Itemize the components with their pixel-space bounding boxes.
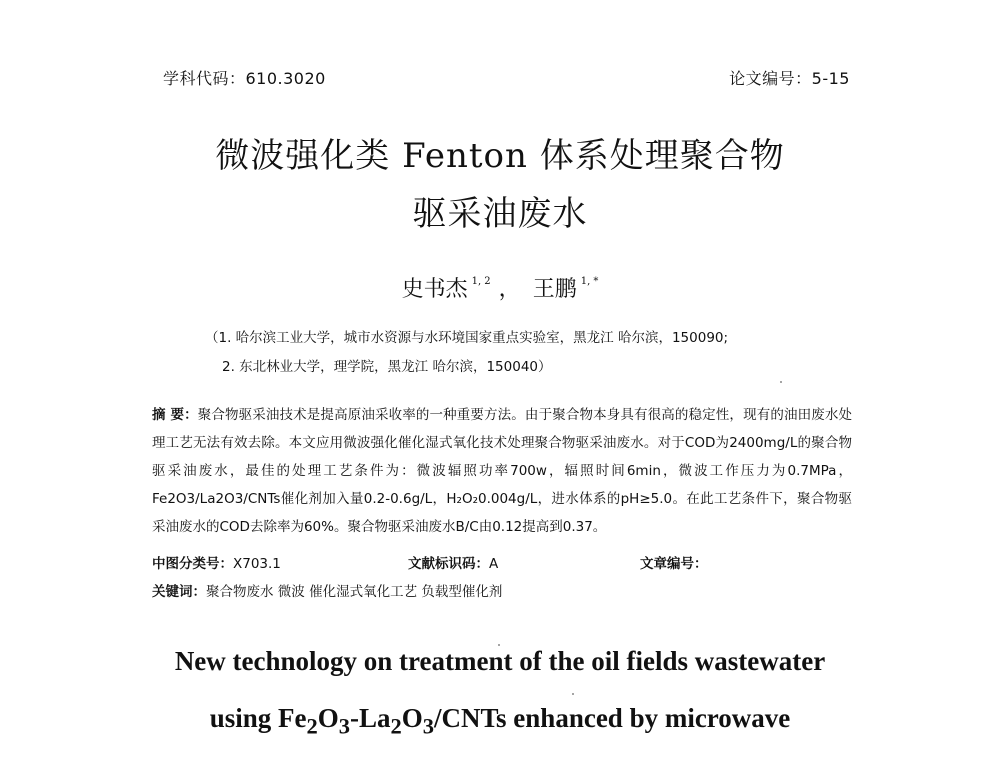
scan-speck — [498, 644, 500, 646]
keywords-value: 聚合物废水 微波 催化湿式氧化工艺 负载型催化剂 — [206, 584, 503, 600]
author-1: 史书杰 — [401, 277, 468, 302]
doc-label: 文献标识码： — [408, 556, 489, 572]
document-code — [408, 552, 498, 572]
article-label: 文章编号： — [640, 556, 708, 572]
title-en-line2: using $Fe_2O_3-La_2O_3$/CNTs enhanced by microwave — [209, 703, 791, 739]
scan-speck — [780, 381, 782, 383]
subject-code: 学科代码：610.3020 — [163, 69, 326, 88]
affiliation-2: 2. 东北林业大学，理学院，黑龙江 哈尔滨，150040） — [222, 359, 552, 375]
clc-label: 中图分类号： — [152, 556, 233, 572]
keywords-label: 关键词： — [152, 584, 206, 600]
scan-speck — [572, 693, 574, 695]
clc-number — [152, 552, 281, 572]
title-en-line1: New technology on treatment of the oil fields wastewater — [174, 646, 826, 676]
author-1-affiliation-marker: 1, 2 — [471, 276, 491, 287]
affiliation-1: （1. 哈尔滨工业大学，城市水资源与水环境国家重点实验室，黑龙江 哈尔滨，150090; — [205, 330, 729, 346]
paper-number: 论文编号：5-15 — [729, 69, 850, 88]
abstract-label: 摘 要： — [152, 407, 198, 423]
title-zh-line1: 微波强化类 Fenton 体系处理聚合物 — [215, 136, 785, 176]
title-zh-line2: 驱采油废水 — [412, 194, 588, 234]
clc-value: X703.1 — [233, 556, 281, 572]
author-2: 王鹏 — [532, 277, 577, 302]
article-number — [640, 552, 708, 572]
abstract-text: 聚合物驱采油技术是提高原油采收率的一种重要方法。由于聚合物本身具有很高的稳定性，现有的油田废水处理工艺无法有效去除。本文应用微波强化催化湿式氧化技术处理聚合物驱采油废水。对于COD为2400mg/L的聚合物驱采油废水，最佳的处理工艺条件为：微波辐照功率700w，辐照时间6min，微波工作压力为0.7MPa，Fe2O3/La2O3/CNTs催化剂加入量0.2-0.6g/L，H₂O₂0.004g/L，进水体系的pH≥5.0。在此工艺条件下，聚合物驱采油废水的COD去除率为60%。聚合物驱采油废水B/C由0.12提高到0.37。 — [152, 407, 852, 535]
abstract — [152, 401, 852, 541]
authors — [0, 272, 1000, 303]
author-2-affiliation-marker: 1, * — [580, 276, 599, 287]
keywords — [152, 580, 502, 600]
doc-value: A — [489, 556, 499, 572]
author-separator: ， — [498, 277, 521, 302]
